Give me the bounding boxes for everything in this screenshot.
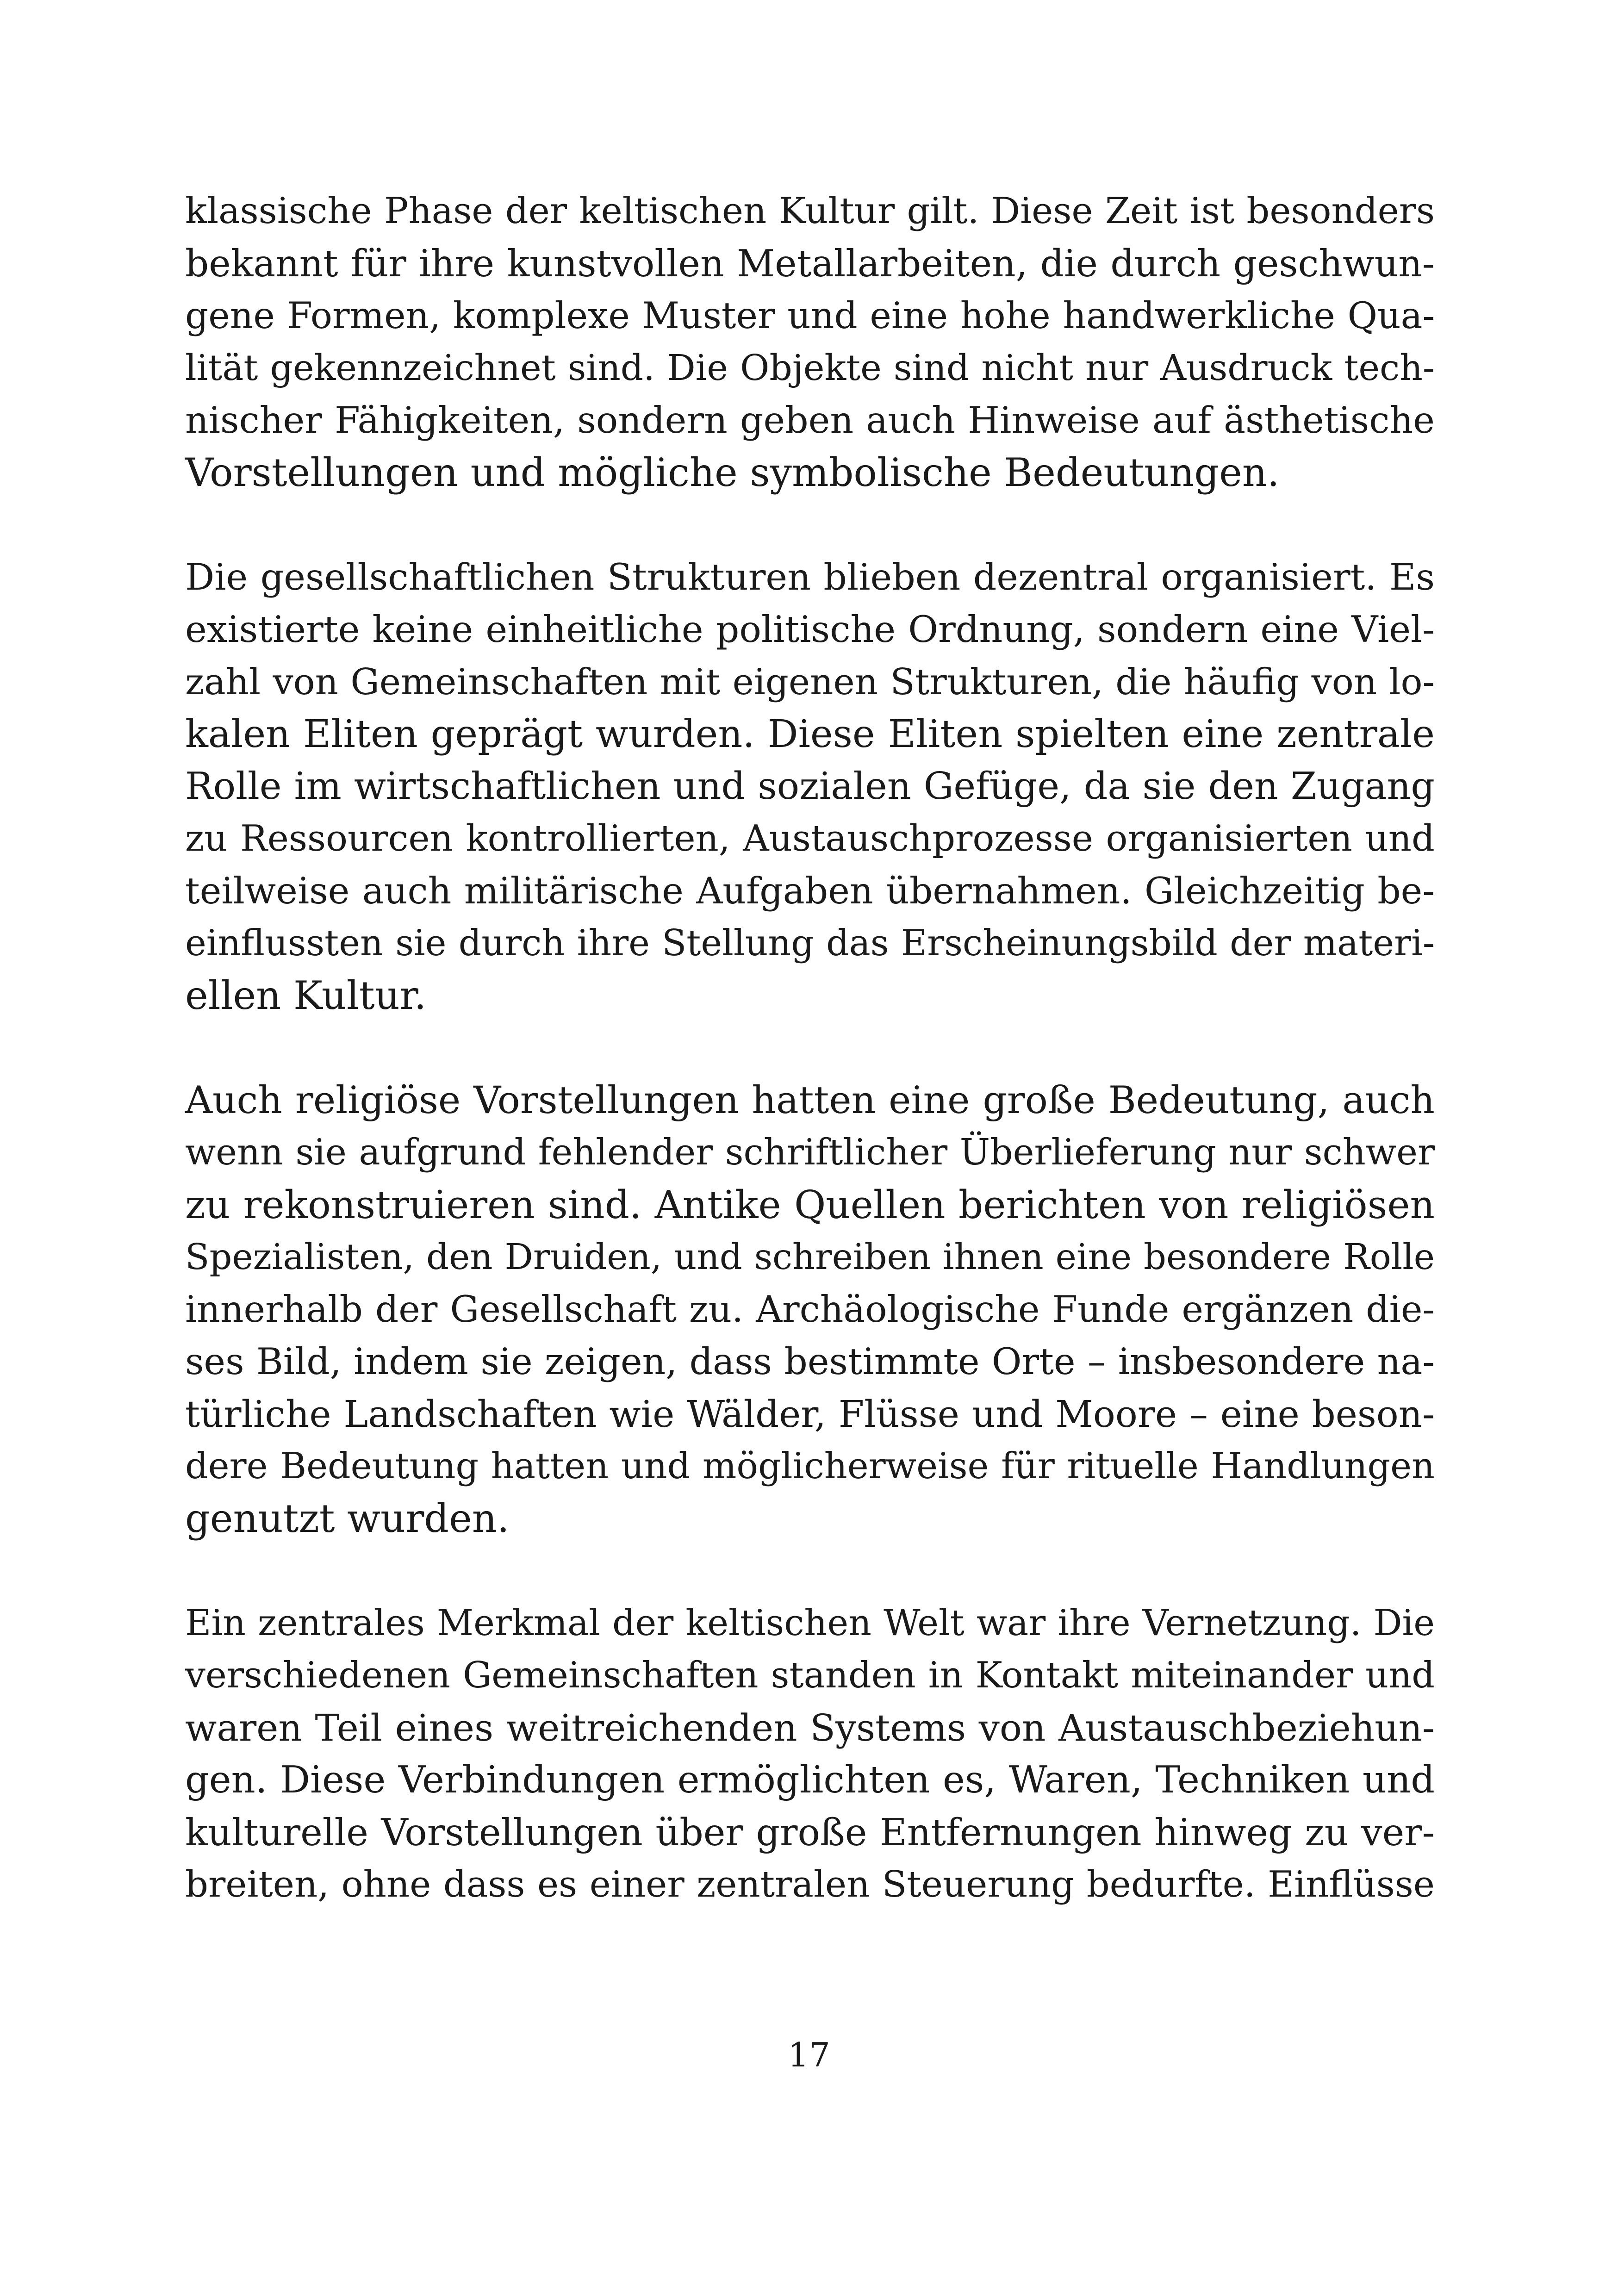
paragraph-spacer bbox=[185, 1545, 1435, 1597]
paragraph-spacer bbox=[185, 499, 1435, 551]
paragraph-3 bbox=[185, 1074, 1435, 1545]
paragraph-spacer bbox=[185, 1022, 1435, 1074]
text-line: ellen Kultur. bbox=[185, 973, 427, 1018]
text-line: wenn sie aufgrund fehlender schriftlicher Überlieferung nur schwer bbox=[185, 1132, 1435, 1173]
text-line: zahl von Gemeinschaften mit eigenen Strukturen, die häufig von lo- bbox=[185, 661, 1435, 703]
text-line: klassische Phase der keltischen Kultur gilt. Diese Zeit ist besonders bbox=[185, 190, 1435, 232]
text-line: einflussten sie durch ihre Stellung das Erscheinungsbild der materi- bbox=[185, 922, 1435, 964]
text-line: existierte keine einheitliche politische Ordnung, sondern eine Viel- bbox=[185, 608, 1435, 651]
paragraph-2 bbox=[185, 551, 1435, 1022]
text-line: Spezialisten, den Druiden, und schreiben ihnen eine besondere Rolle bbox=[185, 1237, 1435, 1278]
text-line: nischer Fähigkeiten, sondern geben auch Hinweise auf ästhetische bbox=[185, 399, 1435, 442]
text-line: waren Teil eines weitreichenden Systems von Austauschbeziehun- bbox=[185, 1706, 1435, 1749]
paragraph-1 bbox=[185, 185, 1435, 499]
text-line: Vorstellungen und mögliche symbolische Bedeutungen. bbox=[185, 450, 1280, 495]
text-line: genutzt wurden. bbox=[185, 1496, 510, 1541]
text-line: Auch religiöse Vorstellungen hatten eine große Bedeutung, auch bbox=[185, 1078, 1435, 1122]
text-line: Ein zentrales Merkmal der keltischen Welt war ihre Vernetzung. Die bbox=[185, 1602, 1435, 1644]
body-text bbox=[185, 185, 1435, 1911]
text-line: Rolle im wirtschaftlichen und sozialen Gefüge, da sie den Zugang bbox=[185, 765, 1435, 808]
text-line: gene Formen, komplexe Muster und eine hohe handwerkliche Qua- bbox=[185, 294, 1435, 337]
text-line: bekannt für ihre kunstvollen Metallarbeiten, die durch geschwun- bbox=[185, 242, 1435, 285]
text-line: dere Bedeutung hatten und möglicherweise für rituelle Handlungen bbox=[185, 1445, 1435, 1487]
text-line: türliche Landschaften wie Wälder, Flüsse und Moore – eine beson- bbox=[185, 1393, 1435, 1436]
text-line: teilweise auch militärische Aufgaben übernahmen. Gleichzeitig be- bbox=[185, 870, 1435, 912]
text-line: kalen Eliten geprägt wurden. Diese Eliten spielten eine zentrale bbox=[185, 712, 1435, 756]
text-line: lität gekennzeichnet sind. Die Objekte sind nicht nur Ausdruck tech- bbox=[185, 347, 1435, 389]
text-line: gen. Diese Verbindungen ermöglichten es, Waren, Techniken und bbox=[185, 1758, 1435, 1802]
text-line: innerhalb der Gesellschaft zu. Archäologische Funde ergänzen die- bbox=[185, 1288, 1435, 1331]
text-line: ses Bild, indem sie zeigen, dass bestimmte Orte – insbesondere na- bbox=[185, 1340, 1435, 1383]
text-line: Die gesellschaftlichen Strukturen blieben dezentral organisiert. Es bbox=[185, 556, 1435, 598]
paragraph-4 bbox=[185, 1597, 1435, 1911]
text-line: verschiedenen Gemeinschaften standen in Kontakt miteinander und bbox=[185, 1655, 1435, 1696]
page-number: 17 bbox=[788, 2035, 830, 2074]
text-line: zu Ressourcen kontrollierten, Austauschprozesse organisierten und bbox=[185, 818, 1435, 859]
text-line: breiten, ohne dass es einer zentralen Steuerung bedurfte. Einflüsse bbox=[185, 1864, 1435, 1905]
text-line: kulturelle Vorstellungen über große Entfernungen hinweg zu ver- bbox=[185, 1811, 1435, 1854]
text-line: zu rekonstruieren sind. Antike Quellen berichten von religiösen bbox=[185, 1182, 1435, 1227]
